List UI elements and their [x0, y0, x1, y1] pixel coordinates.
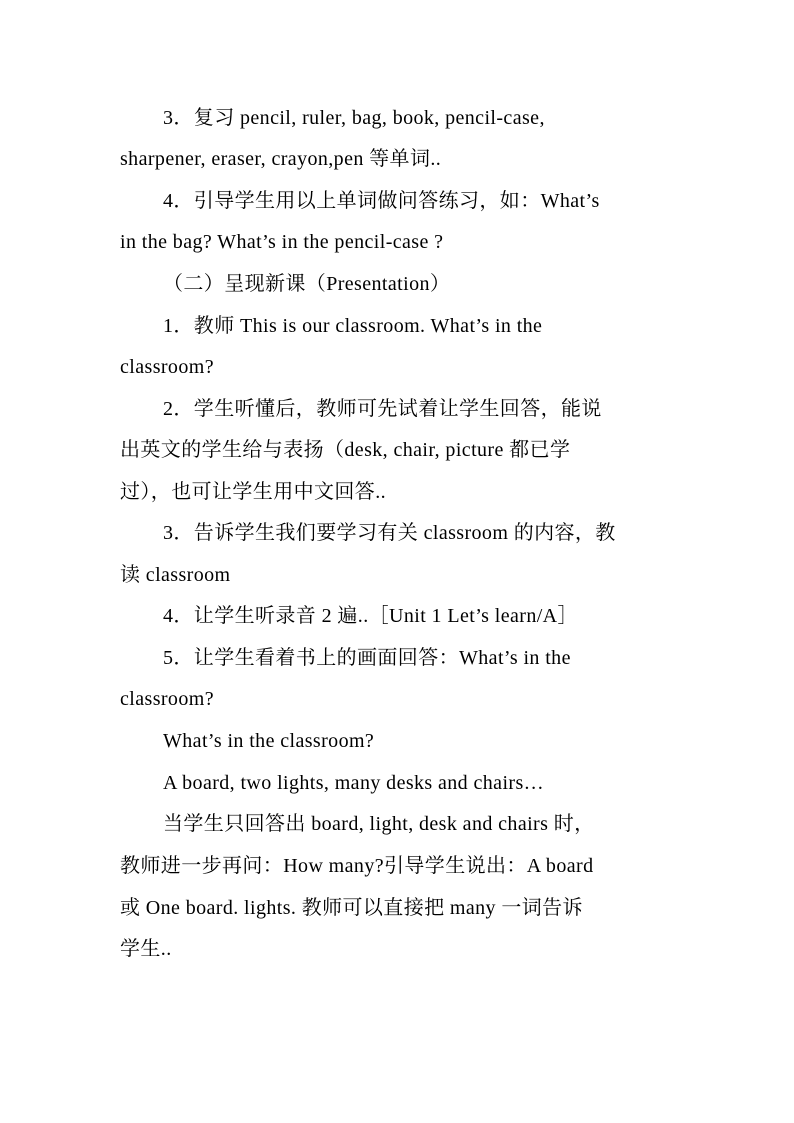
text-line: 教师进一步再问：How many?引导学生说出：A board — [120, 855, 594, 877]
text-line: sharpener, eraser, crayon,pen 等单词.. — [120, 148, 442, 170]
text-line: 3．复习 pencil, ruler, bag, book, pencil-case, — [163, 107, 545, 129]
text-line: 3．告诉学生我们要学习有关 classroom 的内容，教 — [163, 522, 616, 544]
text-line: 出英文的学生给与表扬（desk, chair, picture 都已学 — [120, 439, 571, 461]
text-line: in the bag? What’s in the pencil-case ? — [120, 231, 444, 253]
text-line: 2．学生听懂后，教师可先试着让学生回答，能说 — [163, 398, 602, 420]
text-line: 4．让学生听录音 2 遍..［Unit 1 Let’s learn/A］ — [163, 605, 578, 627]
text-line: 过），也可让学生用中文回答.. — [120, 481, 386, 503]
text-line: 5．让学生看着书上的画面回答：What’s in the — [163, 647, 571, 669]
text-line: 1．教师 This is our classroom. What’s in the — [163, 315, 543, 337]
text-line: 当学生只回答出 board, light, desk and chairs 时， — [163, 813, 595, 835]
section-heading: （二）呈现新课（Presentation） — [163, 273, 451, 295]
text-line: 学生.. — [120, 938, 172, 960]
text-line: A board, two lights, many desks and chairs… — [163, 772, 545, 794]
text-line: What’s in the classroom? — [163, 730, 375, 752]
text-line: 或 One board. lights. 教师可以直接把 many 一词告诉 — [120, 897, 583, 919]
text-line: 4．引导学生用以上单词做问答练习，如：What’s — [163, 190, 600, 212]
text-line: 读 classroom — [120, 564, 231, 586]
text-line: classroom? — [120, 688, 214, 710]
text-line: classroom? — [120, 356, 214, 378]
